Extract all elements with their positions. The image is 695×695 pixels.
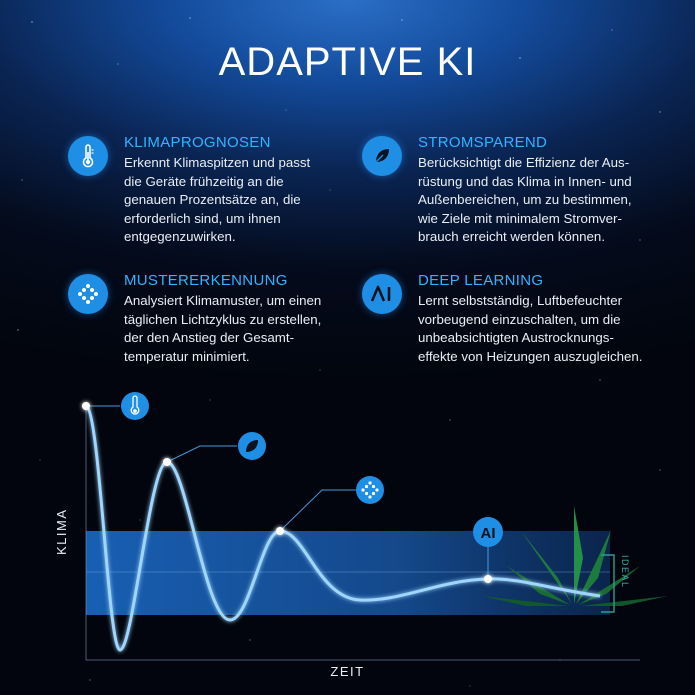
leaf-icon <box>362 136 402 176</box>
curve-point-4 <box>484 575 492 583</box>
feature-heading: STROMSPAREND <box>418 134 548 151</box>
marker-pattern-grid-icon <box>356 476 384 504</box>
leader-line-3 <box>280 490 356 531</box>
ai-icon <box>362 274 402 314</box>
curve-point-1 <box>82 402 90 410</box>
page-title: ADAPTIVE KI <box>218 40 477 84</box>
leader-line-2 <box>167 446 237 462</box>
y-axis-label: KLIMA <box>54 508 69 555</box>
feature-description: Lernt selbstständig, Luftbefeuchter vorbeugend einzuschalten, um die unbeabsichtigten Austrocknungs- effekte von Heizungen auszugleichen. <box>418 293 643 364</box>
marker-thermometer-icon <box>121 392 149 420</box>
thermometer-icon <box>68 136 108 176</box>
marker-leaf-icon <box>238 432 266 460</box>
pattern-grid-icon <box>68 274 108 314</box>
curve-point-3 <box>276 527 284 535</box>
ai-marker-text: AI <box>480 525 496 542</box>
feature-description: Berücksichtigt die Effizienz der Aus- rüstung und das Klima in Innen- und Außenbereichen, um zu bestimmen, wie Ziele mit minimalem Stromver- brauch erreicht werden können. <box>418 155 632 245</box>
curve-point-2 <box>163 458 171 466</box>
feature-heading: MUSTERERKENNUNG <box>124 272 288 289</box>
climate-curve-graphic <box>0 380 695 695</box>
feature-description: Analysiert Klimamuster, um einen täglichen Lichtzyklus zu erstellen, der den Anstieg der Gesamt- temperatur minimiert. <box>124 293 322 364</box>
marker-ai-icon <box>473 517 503 547</box>
ideal-band-label: IDEAL <box>620 555 630 589</box>
feature-heading: KLIMAPROGNOSEN <box>124 134 271 151</box>
feature-description: Erkennt Klimaspitzen und passt die Geräte frühzeitig an die genauen Prozentsätze an, die erforderlich sind, um ihnen entgegenzuwirken. <box>124 155 311 245</box>
feature-heading: DEEP LEARNING <box>418 272 544 289</box>
x-axis-label: ZEIT <box>330 664 365 679</box>
